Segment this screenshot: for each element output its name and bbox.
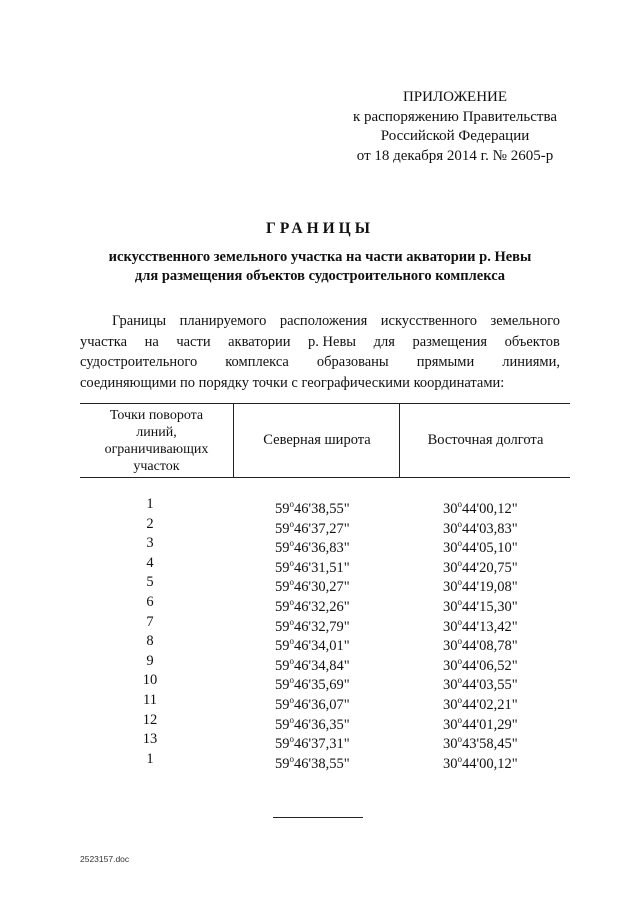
table-row xyxy=(80,730,570,750)
degree-sign: o xyxy=(457,753,462,764)
closing-rule xyxy=(273,817,363,818)
paragraph-line-4-text: соединяющими по порядку точки с географическими координатами: xyxy=(80,374,505,391)
point-number: 5 xyxy=(146,574,154,591)
degree-sign: o xyxy=(457,675,462,686)
latitude-minutes-seconds: 46'34,01" xyxy=(294,637,350,654)
paragraph-word: р. Невы xyxy=(308,333,357,350)
degree-sign: o xyxy=(457,734,462,745)
point-number: 13 xyxy=(142,731,158,748)
table-row xyxy=(80,495,570,515)
annex-title: ПРИЛОЖЕНИЕ xyxy=(402,89,508,105)
degree-sign: o xyxy=(289,655,294,666)
table-row xyxy=(80,593,570,613)
paragraph-word: объектов xyxy=(504,333,560,350)
degree-sign: o xyxy=(289,596,294,607)
latitude-degrees: 59 xyxy=(275,716,290,733)
latitude-degrees: 59 xyxy=(275,696,290,713)
latitude-minutes-seconds: 46'31,51" xyxy=(294,559,350,576)
point-number: 12 xyxy=(142,711,158,728)
latitude-degrees: 59 xyxy=(275,677,290,694)
longitude-minutes-seconds: 44'06,52" xyxy=(462,657,518,674)
degree-sign: o xyxy=(289,675,294,686)
degree-sign: o xyxy=(457,577,462,588)
paragraph-line-1 xyxy=(80,311,560,332)
point-number: 2 xyxy=(146,515,154,532)
annex-line-3: от 18 декабря 2014 г. № 2605-р xyxy=(356,147,554,164)
table-row xyxy=(80,613,570,633)
latitude-degrees: 59 xyxy=(275,637,290,654)
paragraph-word: судостроительного xyxy=(80,354,198,370)
longitude-minutes-seconds: 44'03,55" xyxy=(462,677,518,694)
latitude-degrees: 59 xyxy=(275,755,290,772)
latitude-degrees: 59 xyxy=(275,579,290,596)
paragraph-line-2 xyxy=(80,332,560,353)
header-latitude: Северная широта xyxy=(233,404,400,477)
paragraph-word: расположения xyxy=(279,313,368,329)
table-row xyxy=(80,750,570,770)
paragraph-word: для xyxy=(373,333,395,350)
paragraph-word: размещения xyxy=(412,333,488,350)
degree-sign: o xyxy=(289,753,294,764)
table-row xyxy=(80,652,570,672)
longitude-minutes-seconds: 44'01,29" xyxy=(462,716,518,733)
longitude-minutes-seconds: 44'15,30" xyxy=(462,598,518,615)
longitude-minutes-seconds: 43'58,45" xyxy=(462,735,518,752)
header-point xyxy=(80,404,233,477)
degree-sign: o xyxy=(457,518,462,529)
table-row xyxy=(80,573,570,596)
subtitle-line-1: искусственного земельного участка на части акватории р. Невы xyxy=(108,249,532,265)
latitude-degrees: 59 xyxy=(275,520,290,537)
longitude-degrees: 30 xyxy=(443,598,458,615)
paragraph-line-3 xyxy=(80,352,560,373)
paragraph-line-4 xyxy=(80,373,560,394)
coordinates-table xyxy=(80,403,570,772)
subtitle-line-2: для размещения объектов судостроительного комплекса xyxy=(134,268,506,284)
longitude-minutes-seconds: 44'19,08" xyxy=(462,579,518,596)
longitude-degrees: 30 xyxy=(443,637,458,654)
longitude-minutes-seconds: 44'03,83" xyxy=(462,520,518,537)
longitude-degrees: 30 xyxy=(443,500,458,517)
latitude-degrees: 59 xyxy=(275,540,290,557)
longitude-degrees: 30 xyxy=(443,755,458,772)
annex-line-2: Российской Федерации xyxy=(380,128,530,144)
degree-sign: o xyxy=(457,655,462,666)
document-subtitle xyxy=(40,248,600,286)
latitude-minutes-seconds: 46'37,27" xyxy=(294,520,350,537)
latitude-minutes-seconds: 46'32,79" xyxy=(294,618,350,635)
header-longitude: Восточная долгота xyxy=(399,404,571,477)
table-row xyxy=(80,534,570,557)
table-row xyxy=(80,711,570,731)
header-point-line: линий, xyxy=(136,424,177,440)
degree-sign: o xyxy=(289,714,294,725)
paragraph-word: планируемого xyxy=(179,313,267,329)
longitude-degrees: 30 xyxy=(443,677,458,694)
latitude-minutes-seconds: 46'38,55" xyxy=(294,500,350,517)
point-number: 10 xyxy=(142,672,158,689)
paragraph-word: на xyxy=(144,333,159,350)
latitude-minutes-seconds: 46'32,26" xyxy=(294,598,350,615)
header-point-line: ограничивающих xyxy=(104,441,209,457)
latitude-cell xyxy=(275,750,405,774)
degree-sign: o xyxy=(457,499,462,509)
table-row xyxy=(80,671,570,694)
latitude-minutes-seconds: 46'34,84" xyxy=(294,657,350,674)
paragraph-word: комплекса xyxy=(225,354,289,370)
latitude-degrees: 59 xyxy=(275,657,290,674)
paragraph-word: Границы xyxy=(112,313,167,329)
table-row xyxy=(80,632,570,652)
degree-sign: o xyxy=(289,616,294,627)
point-number: 3 xyxy=(146,535,154,552)
header-point-line: Точки поворота xyxy=(109,407,204,423)
document-title: ГРАНИЦЫ xyxy=(266,220,374,237)
latitude-minutes-seconds: 46'36,83" xyxy=(294,540,350,557)
point-number: 7 xyxy=(146,613,154,630)
table-body xyxy=(80,495,570,772)
point-number: 1 xyxy=(146,750,154,767)
paragraph-word: линиями, xyxy=(502,354,560,370)
point-number: 1 xyxy=(146,496,154,512)
footer-filename: 2523157.doc xyxy=(80,854,130,864)
latitude-degrees: 59 xyxy=(275,618,290,635)
latitude-minutes-seconds: 46'38,55" xyxy=(294,755,350,772)
degree-sign: o xyxy=(457,538,462,549)
degree-sign: o xyxy=(457,694,462,705)
degree-sign: o xyxy=(289,538,294,549)
latitude-minutes-seconds: 46'30,27" xyxy=(294,579,350,596)
longitude-degrees: 30 xyxy=(443,735,458,752)
latitude-degrees: 59 xyxy=(275,559,290,576)
degree-sign: o xyxy=(457,636,462,647)
annex-block xyxy=(340,88,570,166)
table-row xyxy=(80,554,570,574)
point-number: 4 xyxy=(146,554,154,571)
degree-sign: o xyxy=(457,596,462,607)
degree-sign: o xyxy=(457,616,462,627)
longitude-minutes-seconds: 44'02,21" xyxy=(462,696,518,713)
point-number: 9 xyxy=(146,652,154,669)
latitude-minutes-seconds: 46'37,31" xyxy=(294,735,350,752)
degree-sign: o xyxy=(289,557,294,568)
latitude-degrees: 59 xyxy=(275,500,290,517)
header-point-line: участок xyxy=(133,458,180,474)
point-number: 8 xyxy=(146,633,154,650)
longitude-cell xyxy=(443,750,573,774)
table-row xyxy=(80,691,570,711)
longitude-degrees: 30 xyxy=(443,696,458,713)
table-header xyxy=(80,403,570,478)
paragraph-word: искусственного xyxy=(380,313,478,329)
annex-line-1: к распоряжению Правительства xyxy=(352,108,557,125)
longitude-minutes-seconds: 44'00,12" xyxy=(462,500,518,517)
paragraph-word: земельного xyxy=(490,313,560,329)
latitude-minutes-seconds: 46'36,07" xyxy=(294,696,350,713)
table-row xyxy=(80,515,570,535)
intro-paragraph xyxy=(80,311,560,393)
paragraph-word: участка xyxy=(80,333,128,350)
degree-sign: o xyxy=(457,557,462,568)
degree-sign: o xyxy=(289,734,294,745)
paragraph-word: части xyxy=(176,333,211,350)
latitude-minutes-seconds: 46'35,69" xyxy=(294,677,350,694)
longitude-degrees: 30 xyxy=(443,559,458,576)
longitude-degrees: 30 xyxy=(443,618,458,635)
longitude-degrees: 30 xyxy=(443,520,458,537)
latitude-degrees: 59 xyxy=(275,735,290,752)
longitude-minutes-seconds: 44'20,75" xyxy=(462,559,518,576)
longitude-degrees: 30 xyxy=(443,579,458,596)
degree-sign: o xyxy=(457,714,462,725)
latitude-degrees: 59 xyxy=(275,598,290,615)
longitude-minutes-seconds: 44'08,78" xyxy=(462,637,518,654)
longitude-degrees: 30 xyxy=(443,540,458,557)
longitude-minutes-seconds: 44'13,42" xyxy=(462,618,518,635)
degree-sign: o xyxy=(289,499,294,509)
degree-sign: o xyxy=(289,518,294,529)
longitude-degrees: 30 xyxy=(443,716,458,733)
degree-sign: o xyxy=(289,694,294,705)
paragraph-word: акватории xyxy=(228,333,291,350)
latitude-minutes-seconds: 46'36,35" xyxy=(294,716,350,733)
longitude-degrees: 30 xyxy=(443,657,458,674)
longitude-minutes-seconds: 44'05,10" xyxy=(462,540,518,557)
paragraph-word: прямыми xyxy=(416,354,475,370)
degree-sign: o xyxy=(289,636,294,647)
degree-sign: o xyxy=(289,577,294,588)
longitude-minutes-seconds: 44'00,12" xyxy=(462,755,518,772)
point-number: 11 xyxy=(143,691,157,708)
point-number: 6 xyxy=(146,593,154,610)
paragraph-word: образованы xyxy=(316,354,389,370)
